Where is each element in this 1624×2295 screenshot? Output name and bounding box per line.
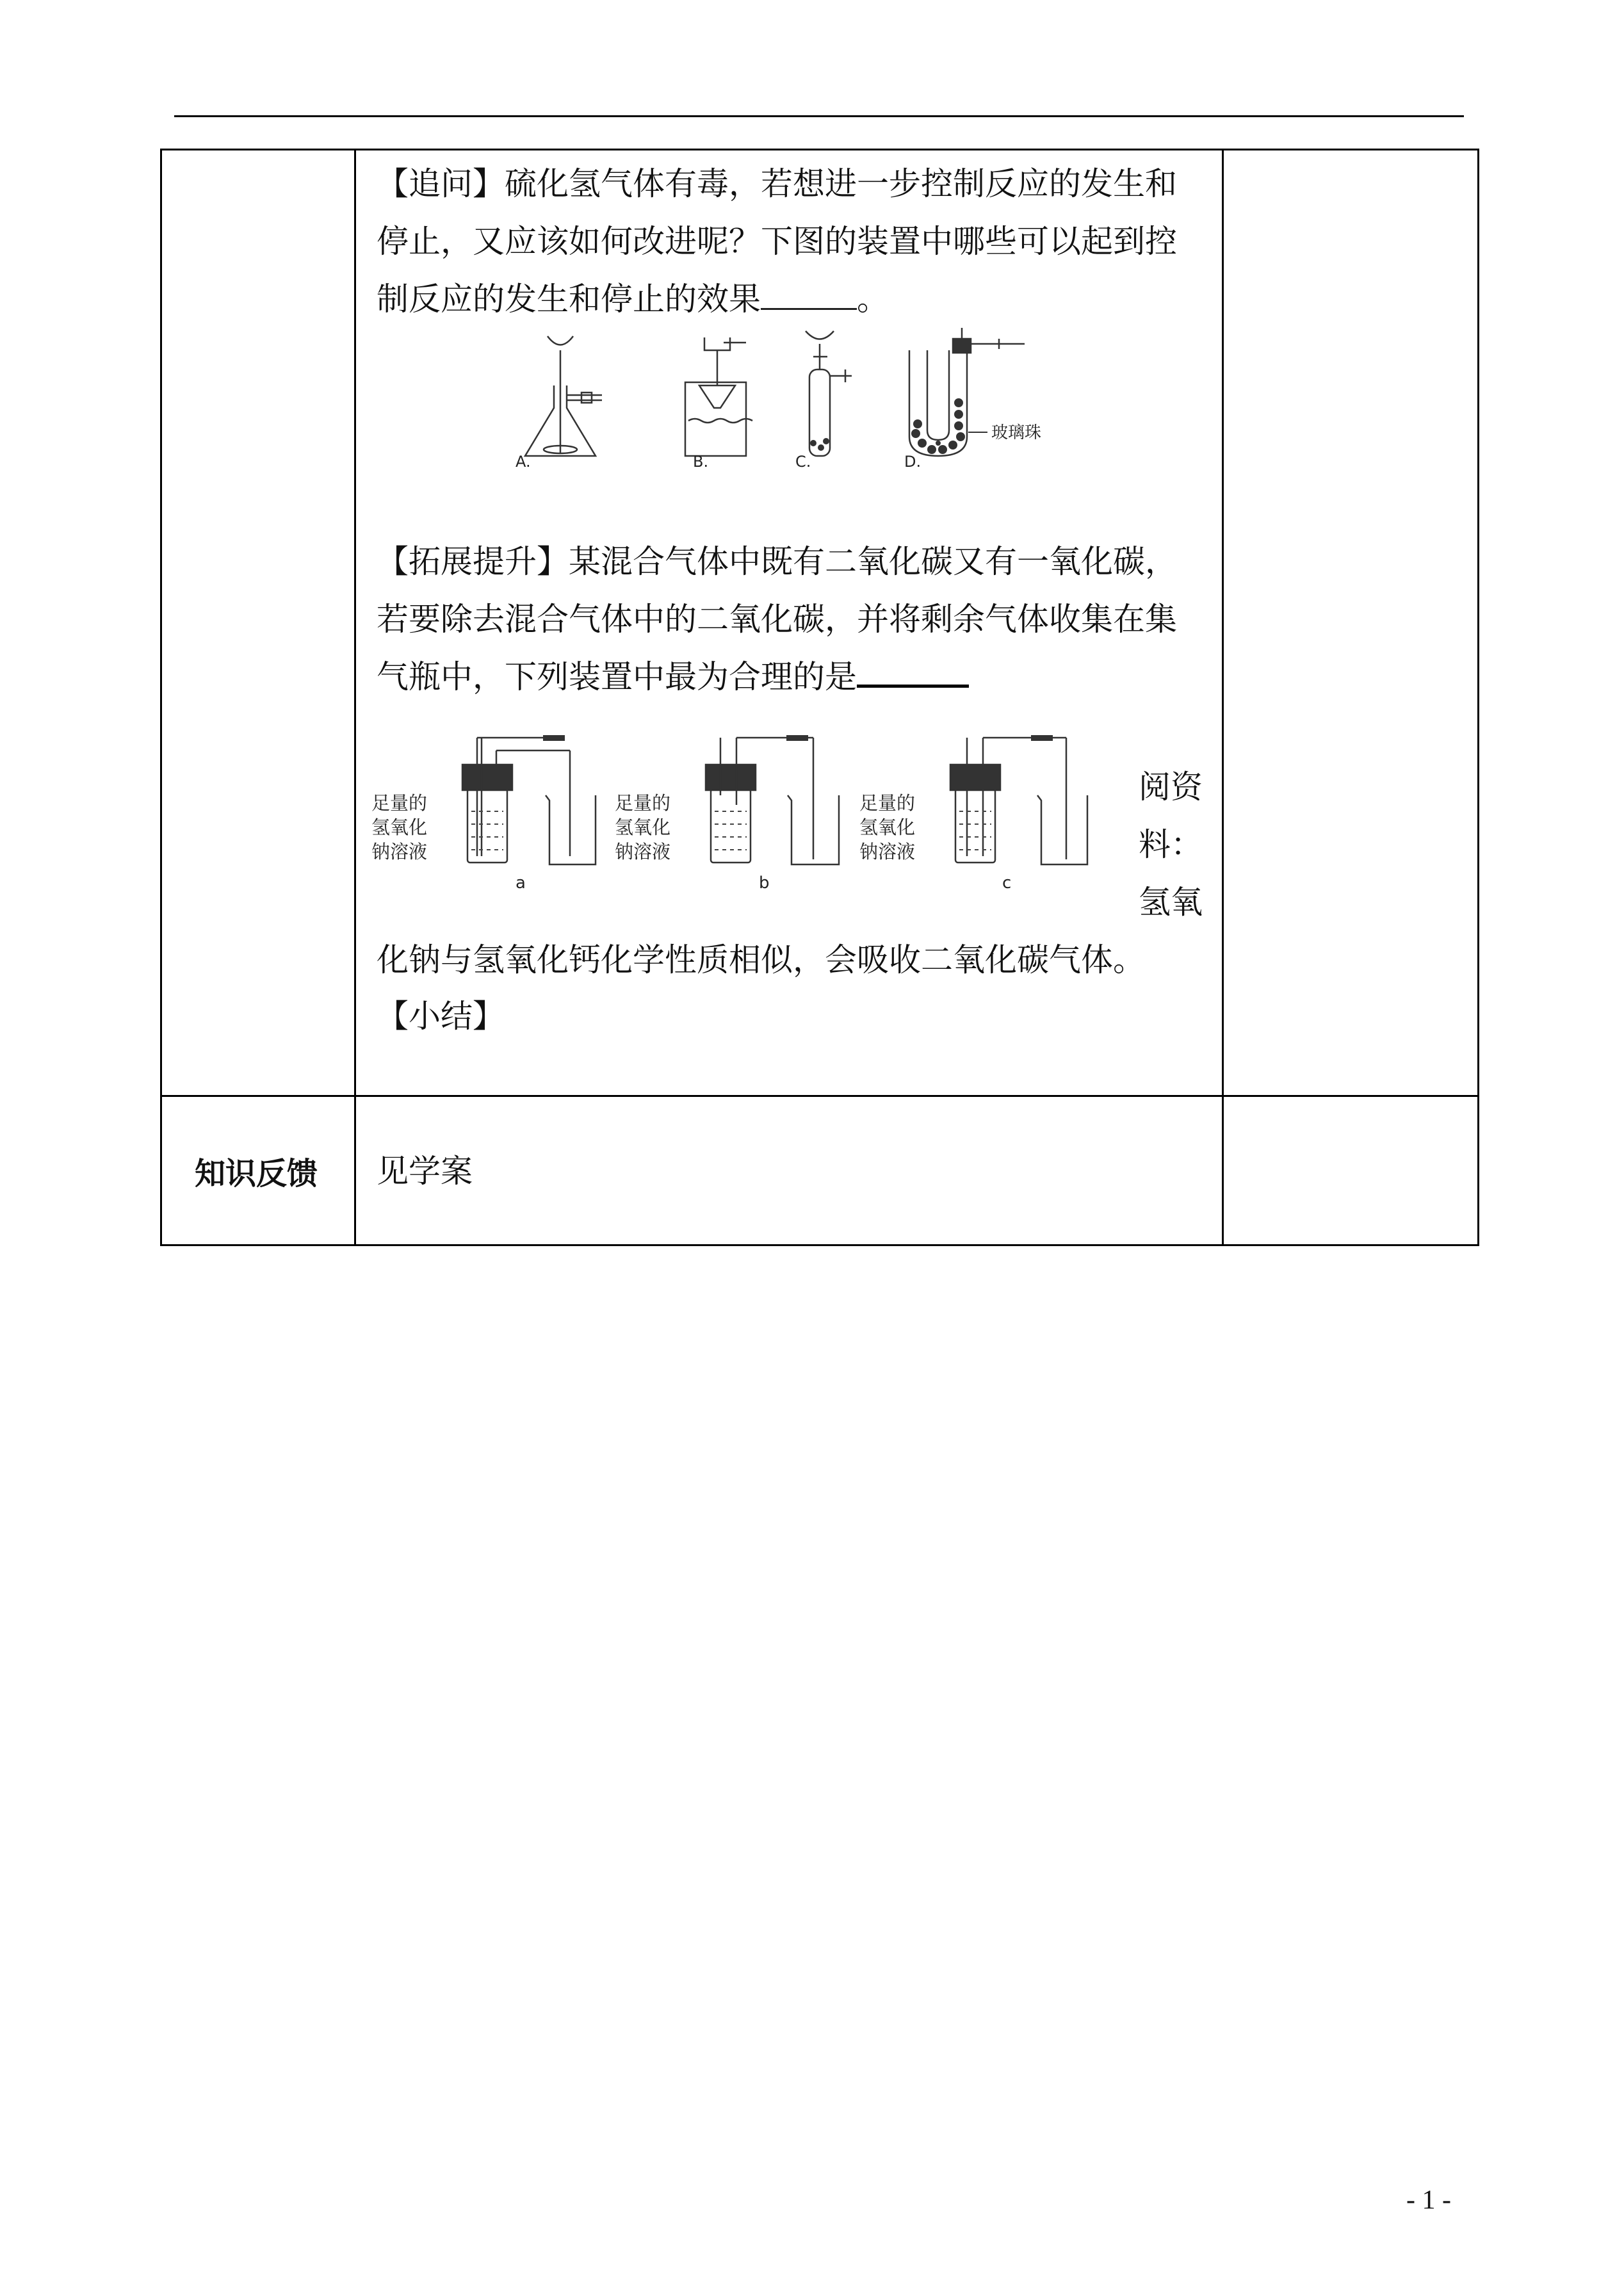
figure2-label-c: c — [1002, 873, 1012, 891]
bottle-b-label-3: 钠溶液 — [615, 841, 671, 863]
figure1-label-a: A. — [516, 453, 531, 471]
answer-blank-2[interactable] — [857, 651, 969, 688]
figure2-label-a: a — [516, 873, 526, 891]
feedback-content: 见学案 — [377, 1153, 473, 1190]
figure1-label-b: B. — [693, 453, 709, 471]
bottle-b-label-1: 足量的 — [615, 792, 671, 814]
bottle-b-label-2: 氢氧化 — [615, 816, 671, 838]
question-line-3: 制反应的发生和停止的效果 。 — [377, 270, 889, 328]
figure2-label-b: b — [759, 873, 770, 891]
extension-line-1: 【拓展提升】某混合气体中既有二氧化碳又有一氧化碳， — [377, 543, 1177, 580]
summary-label: 【小结】 — [377, 998, 505, 1035]
answer-blank-1[interactable] — [761, 275, 857, 310]
table-column-divider-1 — [354, 149, 356, 1246]
question-line-2: 停止，又应该如何改进呢？下图的装置中哪些可以起到控 — [377, 223, 1177, 260]
table-border-left — [160, 149, 162, 1246]
question-line-1: 【追问】硫化氢气体有毒，若想进一步控制反应的发生和 — [377, 165, 1177, 202]
question-label: 【追问】 — [377, 165, 505, 202]
bead-label: 玻璃珠 — [991, 423, 1042, 442]
side-text-1: 阅资 — [1139, 768, 1203, 806]
extension-label: 【拓展提升】 — [377, 543, 569, 580]
bottle-c-label-3: 钠溶液 — [859, 841, 916, 863]
side-text-2: 料： — [1139, 826, 1203, 863]
figure1-label-d: D. — [904, 453, 922, 471]
apparatus-figure-2 — [371, 725, 1140, 891]
bottle-c-label-1: 足量的 — [859, 792, 916, 814]
apparatus-figure-1 — [512, 325, 1185, 472]
table-border-top — [160, 149, 1479, 150]
header-rule — [174, 115, 1464, 117]
table-row-divider — [160, 1095, 1479, 1097]
bottle-a-label-1: 足量的 — [371, 792, 428, 814]
page-number: - 1 - — [1406, 2186, 1451, 2215]
info-line: 化钠与氢氧化钙化学性质相似，会吸收二氧化碳气体。 — [377, 941, 1145, 978]
side-text-3: 氢氧 — [1139, 884, 1203, 921]
table-border-bottom — [160, 1244, 1479, 1246]
lesson-table — [160, 149, 1479, 1246]
bottle-a-label-2: 氢氧化 — [371, 816, 428, 838]
table-border-right — [1477, 149, 1479, 1246]
extension-line-3: 气瓶中，下列装置中最为合理的是 — [377, 648, 969, 706]
figure1-label-c: C. — [795, 453, 811, 471]
extension-line-2: 若要除去混合气体中的二氧化碳，并将剩余气体收集在集 — [377, 601, 1177, 638]
feedback-label: 知识反馈 — [194, 1155, 318, 1192]
bottle-c-label-2: 氢氧化 — [859, 816, 916, 838]
bottle-a-label-3: 钠溶液 — [371, 841, 428, 863]
table-column-divider-2 — [1222, 149, 1224, 1246]
